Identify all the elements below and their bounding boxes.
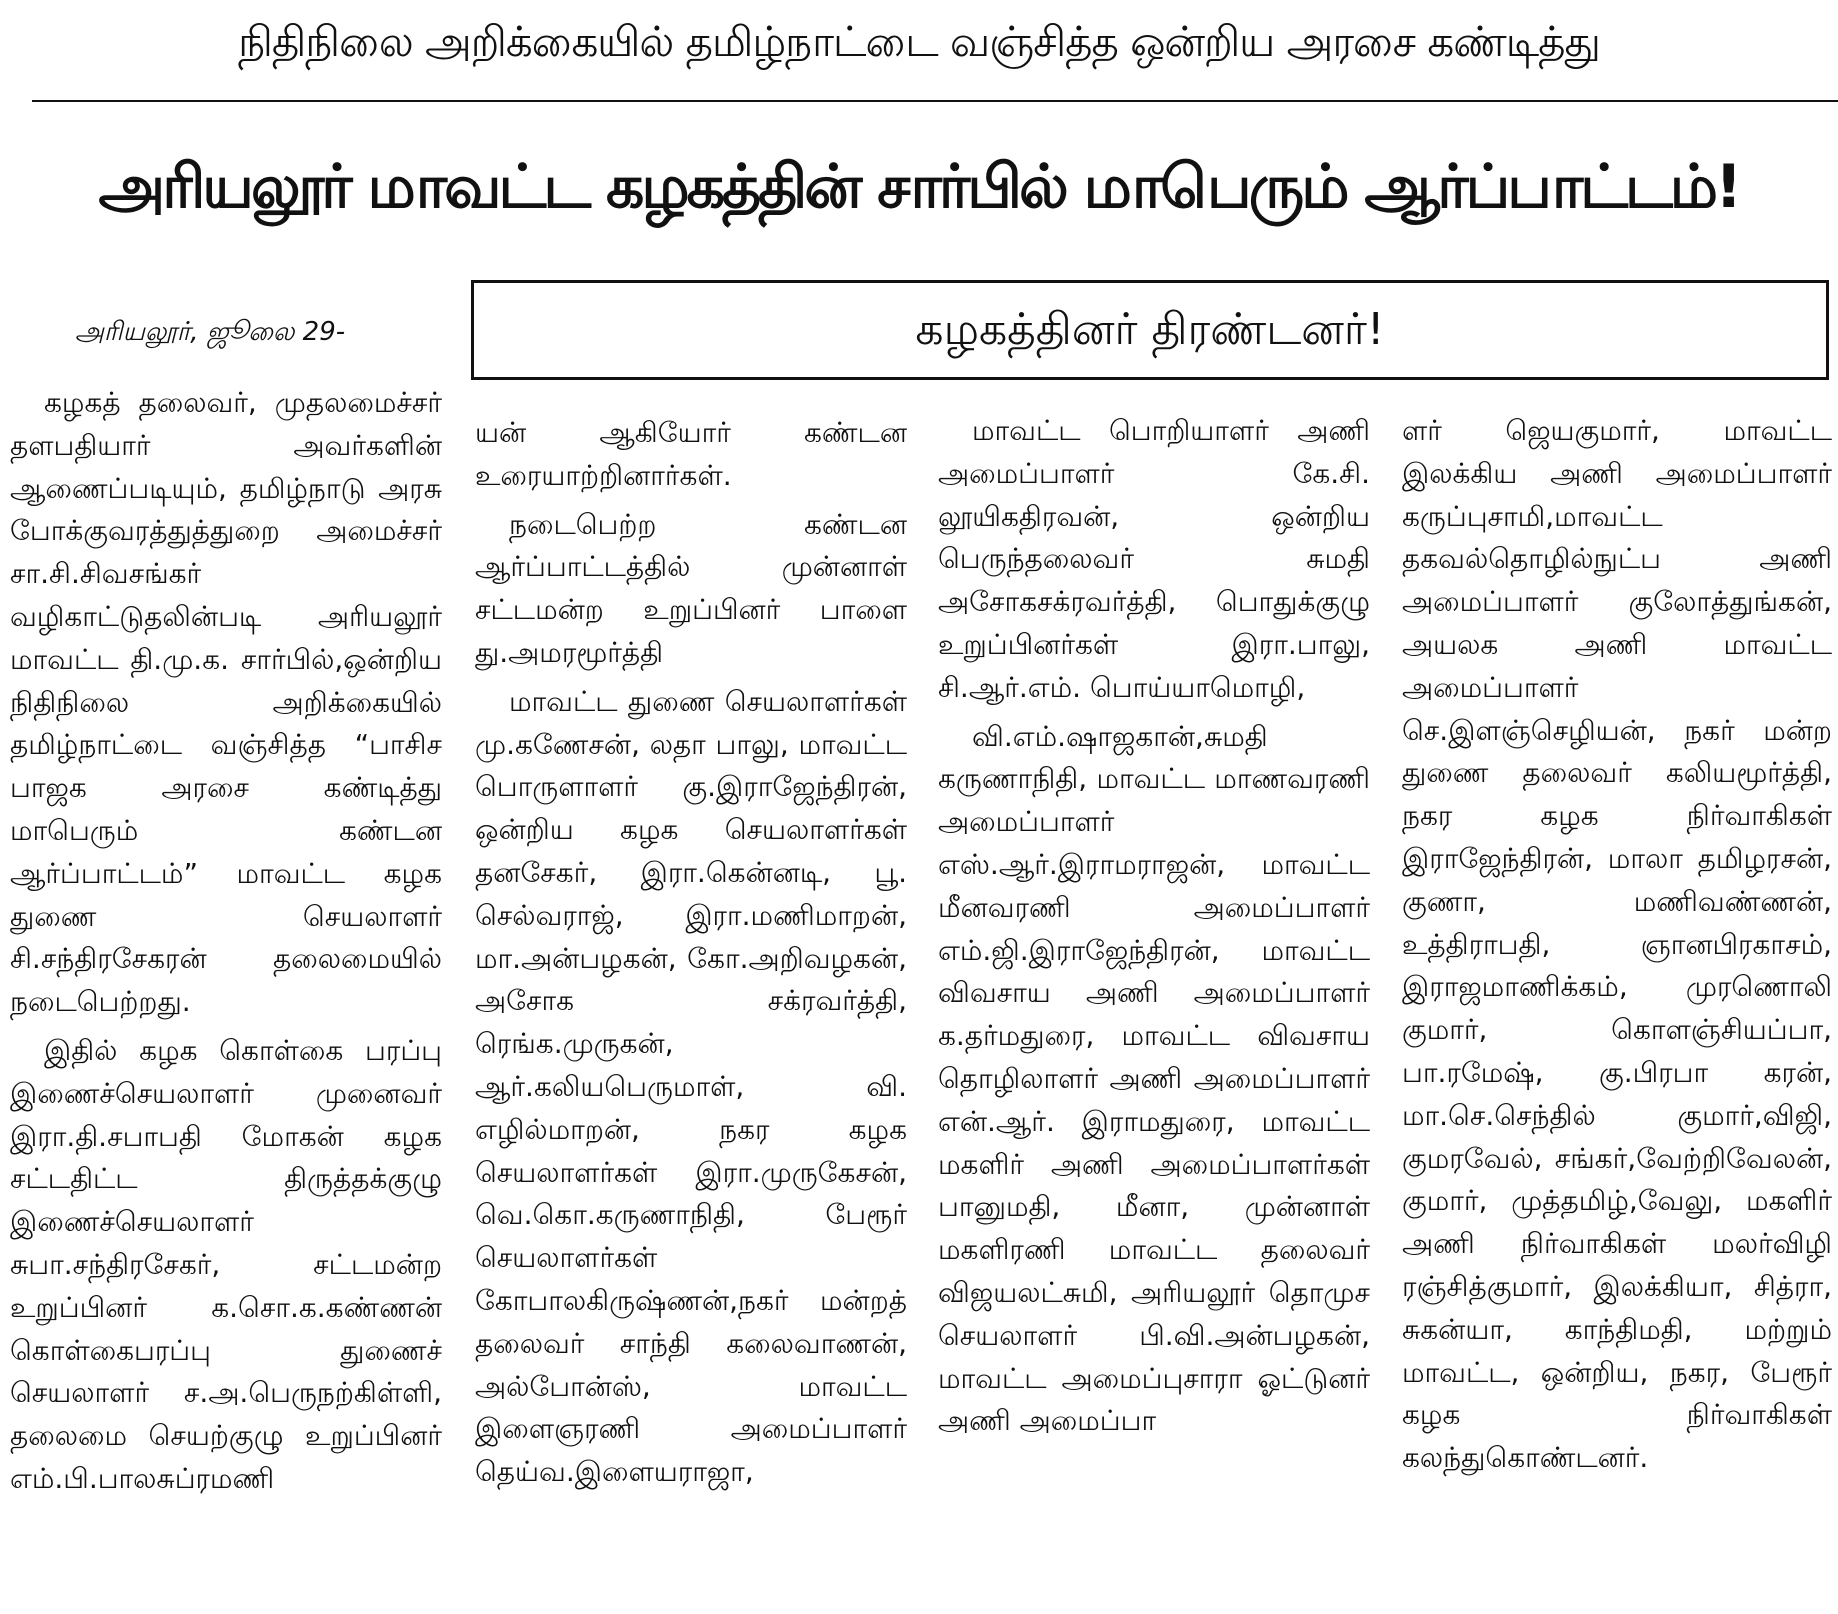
main-headline: அரியலூர் மாவட்ட கழகத்தின் சார்பில் மாபெரும் ஆர்ப்பாட்டம்! [98, 152, 1740, 222]
paragraph: யன் ஆகியோர் கண்டன உரையாற்றினார்கள். [475, 416, 907, 492]
paragraph: மாவட்ட பொறியாளர் அணி அமைப்பாளர் கே.சி. லூயிகதிரவன், ஒன்றிய பெருந்தலைவர் சுமதி அசோகசக்ரவர்த்தி, பொதுக்குழு உறுப்பினர்கள் இரா.பாலு, சி.ஆர்.எம். பொய்யாமொழி, [938, 414, 1370, 704]
article-column-4 [1402, 410, 1832, 1614]
headline-divider [32, 100, 1838, 102]
kicker-headline: நிதிநிலை அறிக்கையில் தமிழ்நாட்டை வஞ்சித்த ஒன்றிய அரசை கண்டித்து [238, 17, 1600, 66]
paragraph: கழகத் தலைவர், முதலமைச்சர் தளபதியார் அவர்களின் ஆணைப்படியும், தமிழ்நாடு அரசு போக்குவரத்துத்துறை அமைச்சர் சா.சி.சிவசங்கர் வழிகாட்டுதலின்படி அரியலூர் மாவட்ட தி.மு.க. சார்பில்,ஒன்றிய நிதிநிலை அறிக்கையில் தமிழ்நாட்டை வஞ்சித்த “பாசிச பாஜக அரசை கண்டித்து மாபெரும் கண்டன ஆர்ப்பாட்டம்” மாவட்ட கழக துணை செயலாளர் சி.சந்திரசேகரன் தலைமையில் நடைபெற்றது. [10, 386, 442, 1019]
subheadline: கழகத்தினர் திரண்டனர்! [915, 304, 1385, 355]
subheadline-box [471, 280, 1829, 380]
paragraph: நடைபெற்ற கண்டன ஆர்ப்பாட்டத்தில் முன்னாள் சட்டமன்ற உறுப்பினர் பாளை து.அமரமூர்த்தி [475, 507, 907, 669]
article-column-3 [938, 410, 1370, 1614]
paragraph: ளர் ஜெயகுமார், மாவட்ட இலக்கிய அணி அமைப்பாளர் கருப்புசாமி,மாவட்ட தகவல்தொழில்நுட்ப அணி அமைப்பாளர் குலோத்துங்கன், அயலக அணி மாவட்ட அமைப்பாளர் செ.இளஞ்செழியன், நகர் மன்ற துணை தலைவர் கலியமூர்த்தி, நகர கழக நிர்வாகிகள் இராஜேந்திரன், மாலா தமிழரசன், குணா, மணிவண்ணன், உத்திராபதி, ஞானபிரகாசம், இராஜமாணிக்கம், முரணொலி குமார், கொளஞ்சியப்பா, பா.ரமேஷ், கு.பிரபா கரன், மா.செ.செந்தில் குமார்,விஜி, குமரவேல், சங்கர்,வேற்றிவேலன், குமார், முத்தமிழ்,வேலு, மகளிர் அணி நிர்வாகிகள் மலர்விழி ரஞ்சித்குமார், இலக்கியா, சித்ரா, சுகன்யா, காந்திமதி, மற்றும் மாவட்ட, ஒன்றிய, நகர, பேரூர் கழக நிர்வாகிகள் கலந்துகொண்டனர். [1402, 414, 1832, 1475]
dateline: அரியலூர், ஜூலை 29- [75, 317, 346, 347]
article-column-1 [10, 382, 442, 1614]
paragraph: இதில் கழக கொள்கை பரப்பு இணைச்செயலாளர் முனைவர் இரா.தி.சபாபதி மோகன் கழக சட்டதிட்ட திருத்தக்குழு இணைச்செயலாளர் சுபா.சந்திரசேகர், சட்டமன்ற உறுப்பினர் க.சொ.க.கண்ணன் கொள்கைபரப்பு துணைச் செயலாளர் ச.அ.பெருநற்கிள்ளி, தலைமை செயற்குழு உறுப்பினர் எம்.பி.பாலசுப்ரமணி [10, 1033, 442, 1495]
paragraph: மாவட்ட துணை செயலாளர்கள் மு.கணேசன், லதா பாலு, மாவட்ட பொருளாளர் கு.இராஜேந்திரன், ஒன்றிய கழக செயலாளர்கள் தனசேகர், இரா.கென்னடி, பூ. செல்வராஜ், இரா.மணிமாறன், மா.அன்பழகன், கோ.அறிவழகன், அசோக சக்ரவர்த்தி, ரெங்க.முருகன், ஆர்.கலியபெருமாள், வி. எழில்மாறன், நகர கழக செயலாளர்கள் இரா.முருகேசன், வெ.கொ.கருணாநிதி, பேரூர் செயலாளர்கள் கோபாலகிருஷ்ணன்,நகர் மன்றத் தலைவர் சாந்தி கலைவாணன், அல்போன்ஸ், மாவட்ட இளைஞரணி அமைப்பாளர் தெய்வ.இளையராஜா, [475, 684, 907, 1489]
paragraph: வி.எம்.ஷாஜகான்,சுமதி கருணாநிதி, மாவட்ட மாணவரணி அமைப்பாளர் எஸ்.ஆர்.இராமராஜன், மாவட்ட மீனவரணி அமைப்பாளர் எம்.ஜி.இராஜேந்திரன், மாவட்ட விவசாய அணி அமைப்பாளர் க.தர்மதுரை, மாவட்ட விவசாய தொழிலாளர் அணி அமைப்பாளர் என்.ஆர். இராமதுரை, மாவட்ட மகளிர் அணி அமைப்பாளர்கள் பானுமதி, மீனா, முன்னாள் மகளிரணி மாவட்ட தலைவர் விஜயலட்சுமி, அரியலூர் தொமுச செயலாளர் பி.வி.அன்பழகன், மாவட்ட அமைப்புசாரா ஓட்டுனர் அணி அமைப்பா [938, 719, 1370, 1438]
article-column-2 [475, 412, 907, 1614]
